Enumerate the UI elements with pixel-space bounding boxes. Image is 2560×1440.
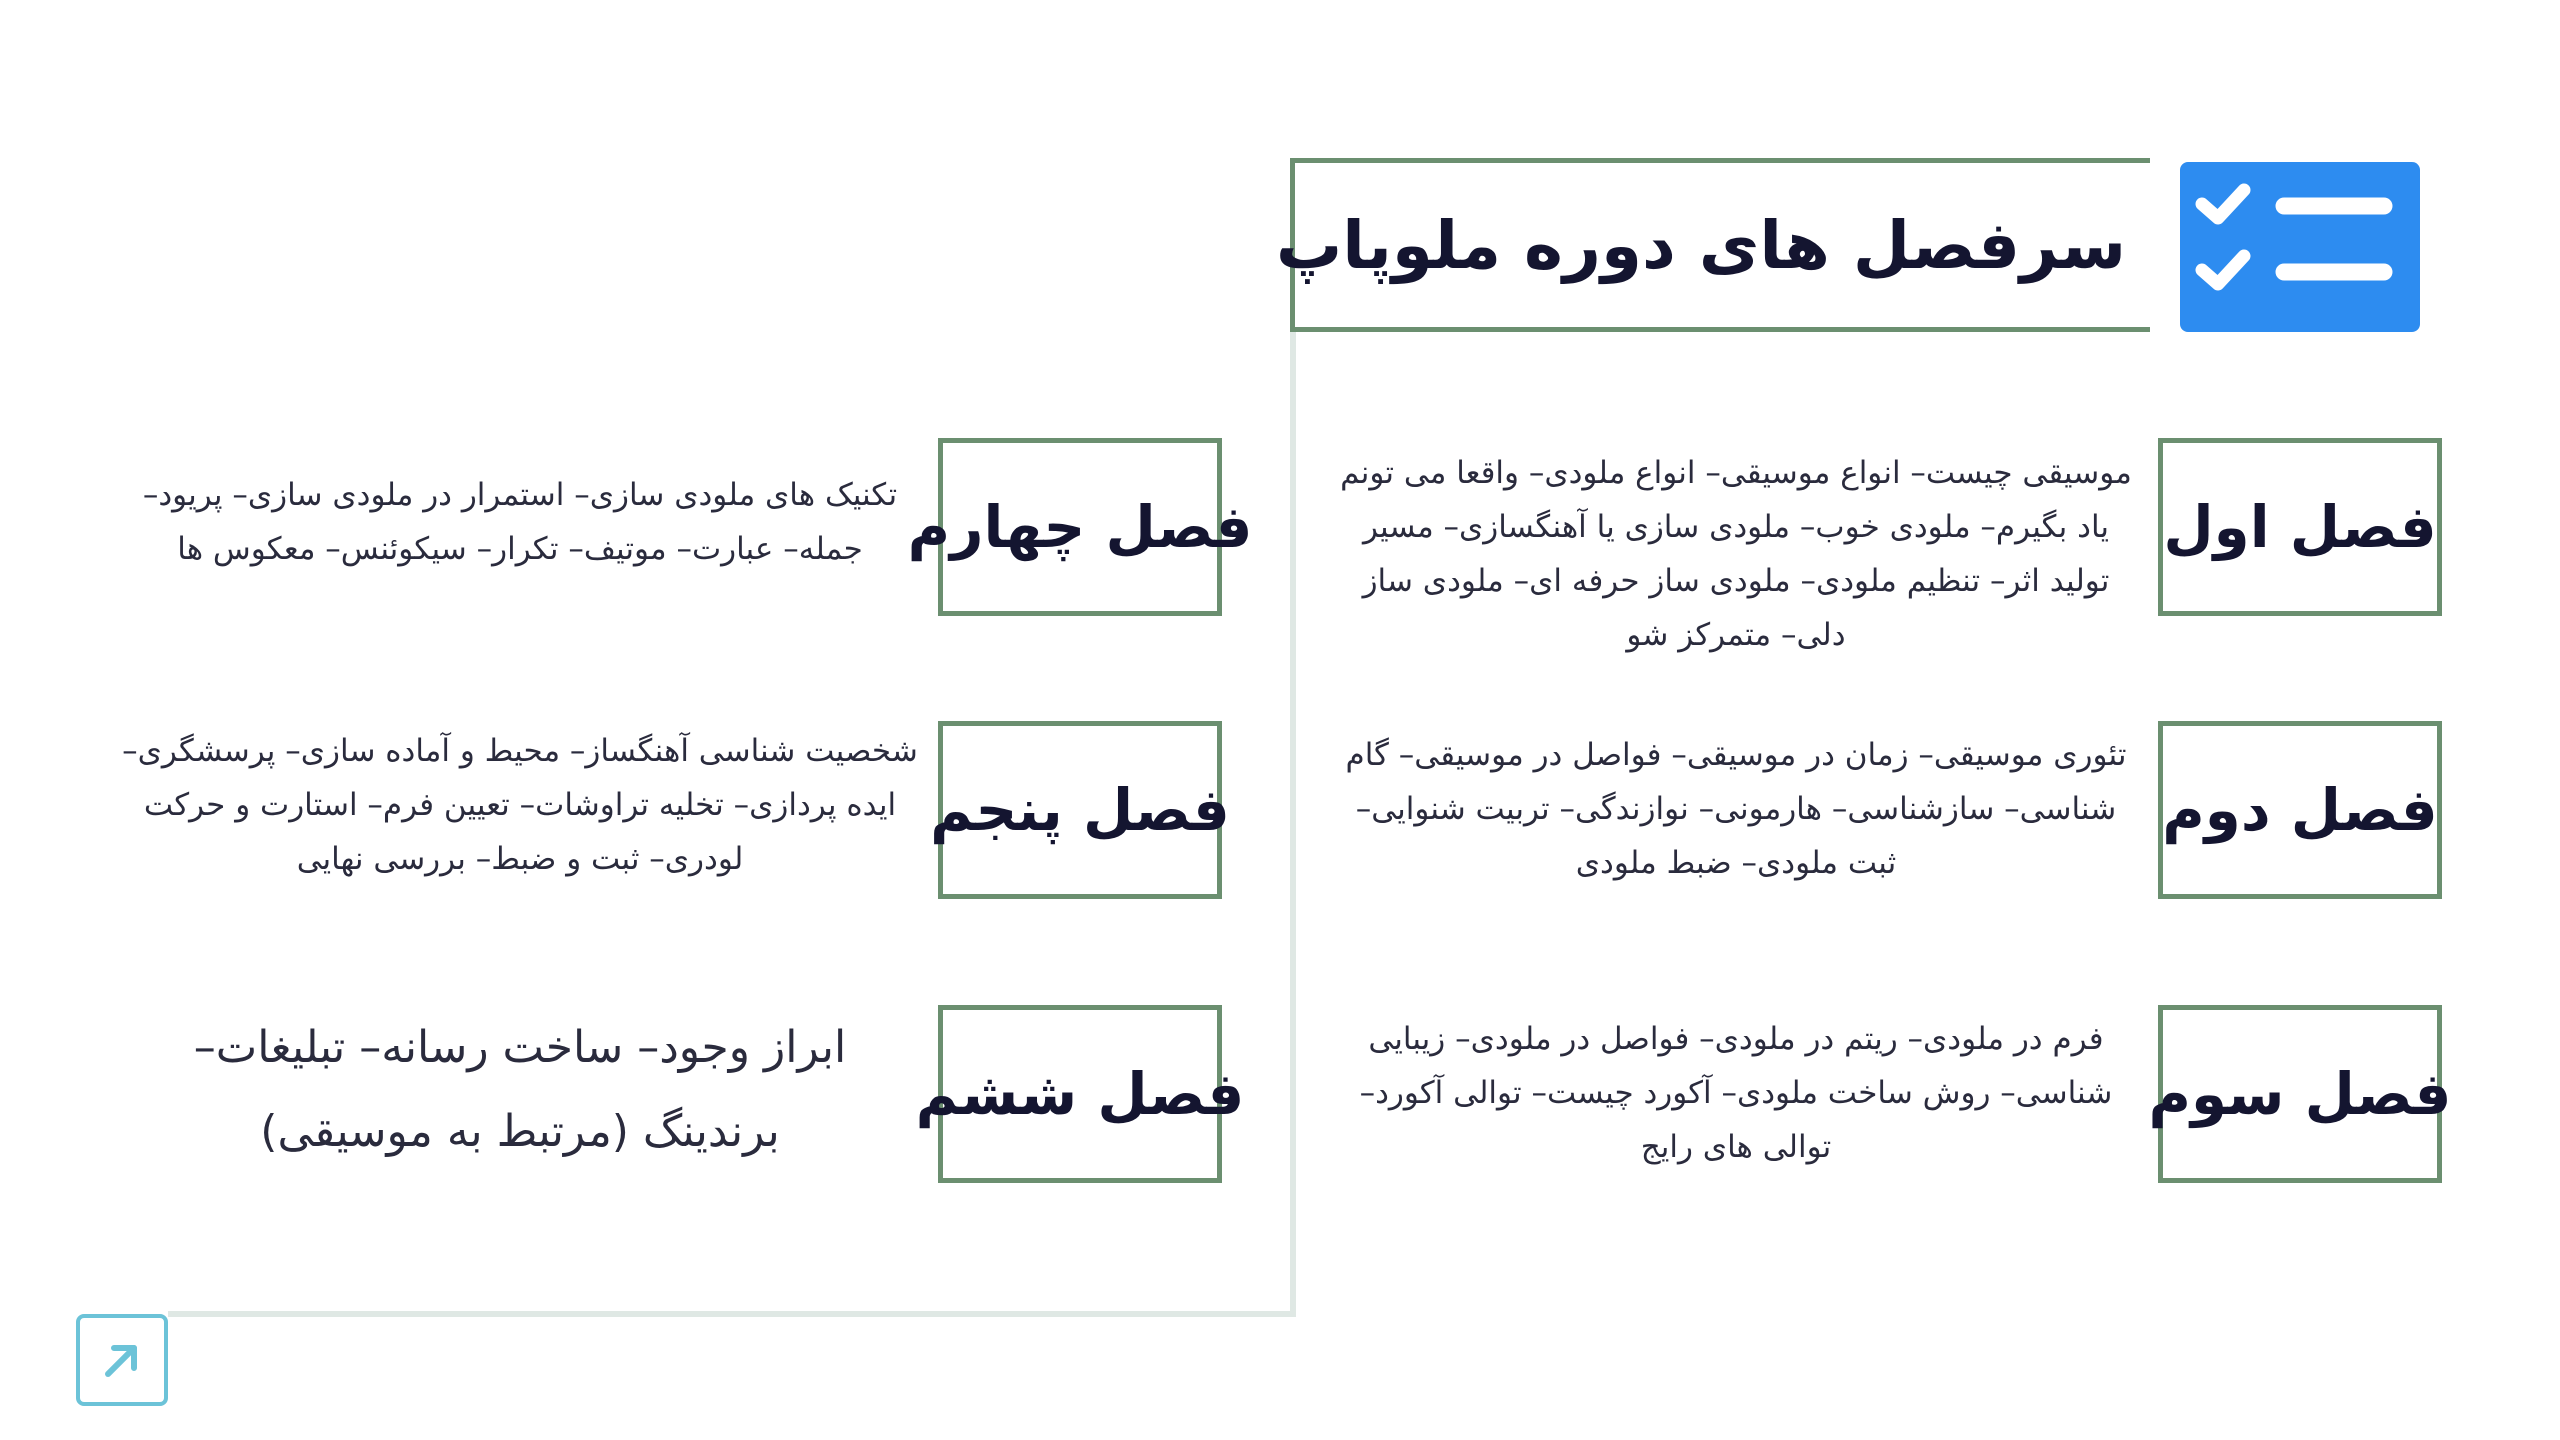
chapter-1-label: فصل اول (2158, 438, 2442, 616)
chapter-4-label: فصل چهارم (938, 438, 1222, 616)
chapter-2-description: تئوری موسیقی– زمان در موسیقی– فواصل در موسیقی– گام شناسی– سازشناسی– هارمونی– نوازندگی– تربیت شنوایی– ثبت ملودی– ضبط ملودی (1345, 737, 2127, 881)
chapter-5-description: شخصیت شناسی آهنگساز– محیط و آماده سازی– پرسشگری– ایده پردازی– تخلیه تراوشات– تعیین فرم– استارت و حرکت لودری– ثبت و ضبط– بررسی نهایی (122, 733, 918, 877)
title-box (1275, 158, 2150, 332)
chapter-4-description: تکنیک های ملودی سازی– استمرار در ملودی سازی– پریود– جمله– عبارت– موتیف– تکرار– سیکوئنس– معکوس ها (142, 477, 898, 567)
chapter-5-label: فصل پنجم (938, 721, 1222, 899)
open-link-button[interactable] (76, 1314, 168, 1406)
chapter-6-label: فصل ششم (938, 1005, 1222, 1183)
checklist-icon (2180, 162, 2420, 332)
connector-horizontal (168, 1311, 1296, 1317)
chapter-1-description: موسیقی چیست– انواع موسیقی– انواع ملودی– واقعا می تونم یاد بگیرم– ملودی خوب– ملودی سازی یا آهنگسازی– مسیر تولید اثر– تنظیم ملودی– ملودی ساز حرفه ای– ملودی ساز دلی– متمرکز شو (1340, 455, 2132, 653)
arrow-up-right-icon (98, 1336, 146, 1384)
page-title: سرفصل های دوره ملوپاپ (1275, 206, 2126, 284)
chapter-3-description: فرم در ملودی– ریتم در ملودی– فواصل در ملودی– زیبایی شناسی– روش ساخت ملودی– آکورد چیست– توالی آکورد– توالی های رایج (1359, 1021, 2113, 1165)
chapter-6-description: ابراز وجود– ساخت رسانه– تبلیغات– برندینگ (مرتبط به موسیقی) (193, 1022, 847, 1157)
chapter-2-label: فصل دوم (2158, 721, 2442, 899)
chapter-3-label: فصل سوم (2158, 1005, 2442, 1183)
connector-vertical (1290, 332, 1296, 1317)
